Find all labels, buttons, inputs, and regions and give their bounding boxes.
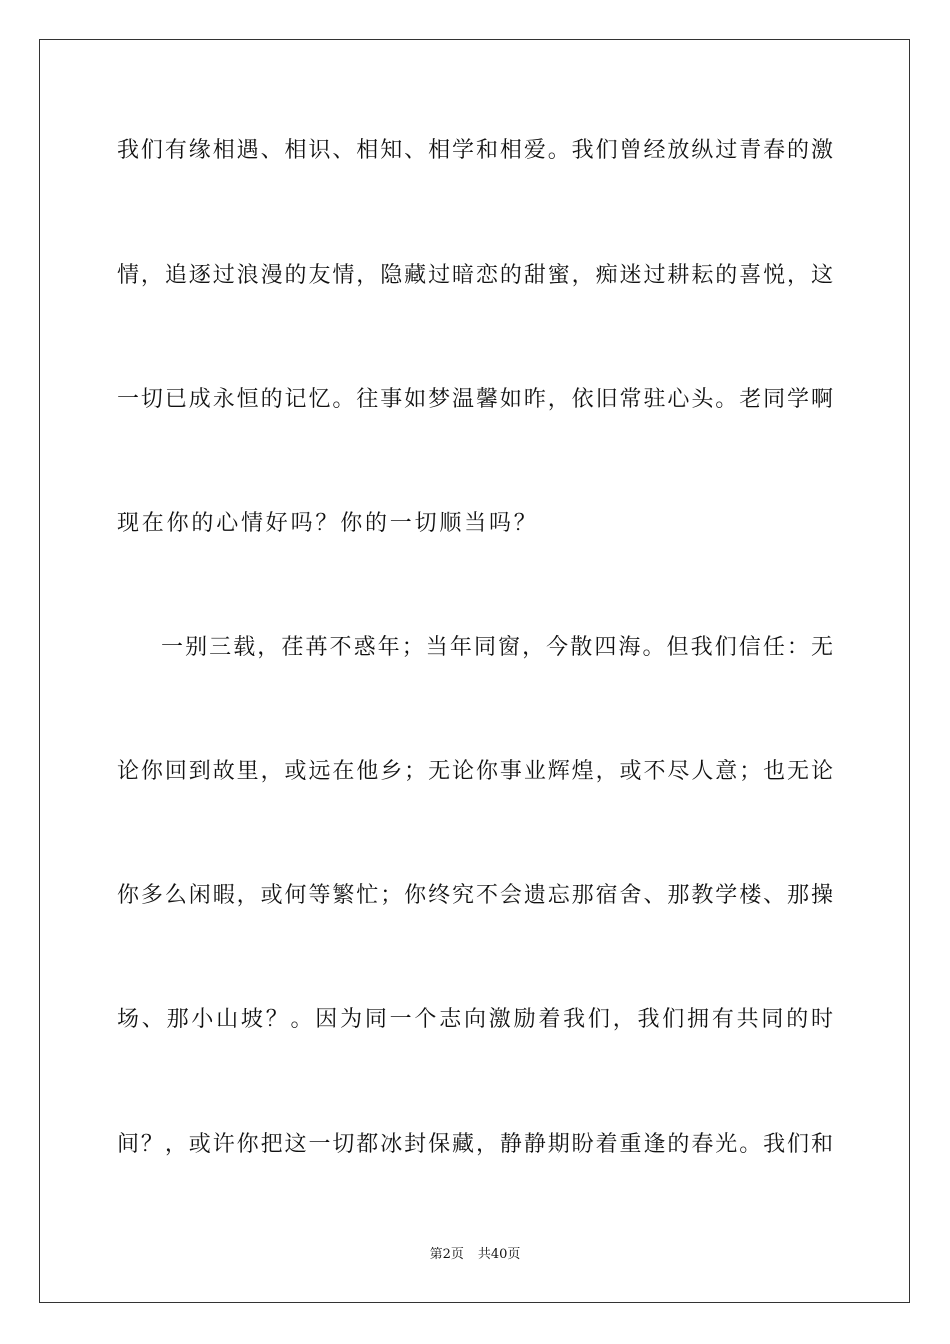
paragraph-line: 场、那小山坡？。因为同一个志向激励着我们，我们拥有共同的时 bbox=[117, 1007, 833, 1032]
page-number: 第2页 bbox=[429, 1247, 464, 1262]
paragraph-line: 一别三载，荏苒不惑年；当年同窗，今散四海。但我们信任：无 bbox=[161, 635, 833, 660]
page-footer bbox=[0, 1246, 950, 1264]
paragraph-line: 现在你的心情好吗？你的一切顺当吗？ bbox=[117, 511, 539, 536]
paragraph-line: 情，追逐过浪漫的友情，隐藏过暗恋的甜蜜，痴迷过耕耘的喜悦，这 bbox=[117, 263, 833, 288]
paragraph-line: 你多么闲暇，或何等繁忙；你终究不会遗忘那宿舍、那教学楼、那操 bbox=[117, 883, 833, 908]
page-border bbox=[39, 39, 910, 1303]
paragraph-line: 论你回到故里，或远在他乡；无论你事业辉煌，或不尽人意；也无论 bbox=[117, 759, 833, 784]
paragraph-line: 我们有缘相遇、相识、相知、相学和相爱。我们曾经放纵过青春的激 bbox=[117, 138, 833, 163]
paragraph-line: 间？，或许你把这一切都冰封保藏，静静期盼着重逢的春光。我们和 bbox=[117, 1132, 833, 1157]
page-total: 共40页 bbox=[477, 1247, 521, 1262]
paragraph-line: 一切已成永恒的记忆。往事如梦温馨如昨，依旧常驻心头。老同学啊 bbox=[117, 387, 833, 412]
